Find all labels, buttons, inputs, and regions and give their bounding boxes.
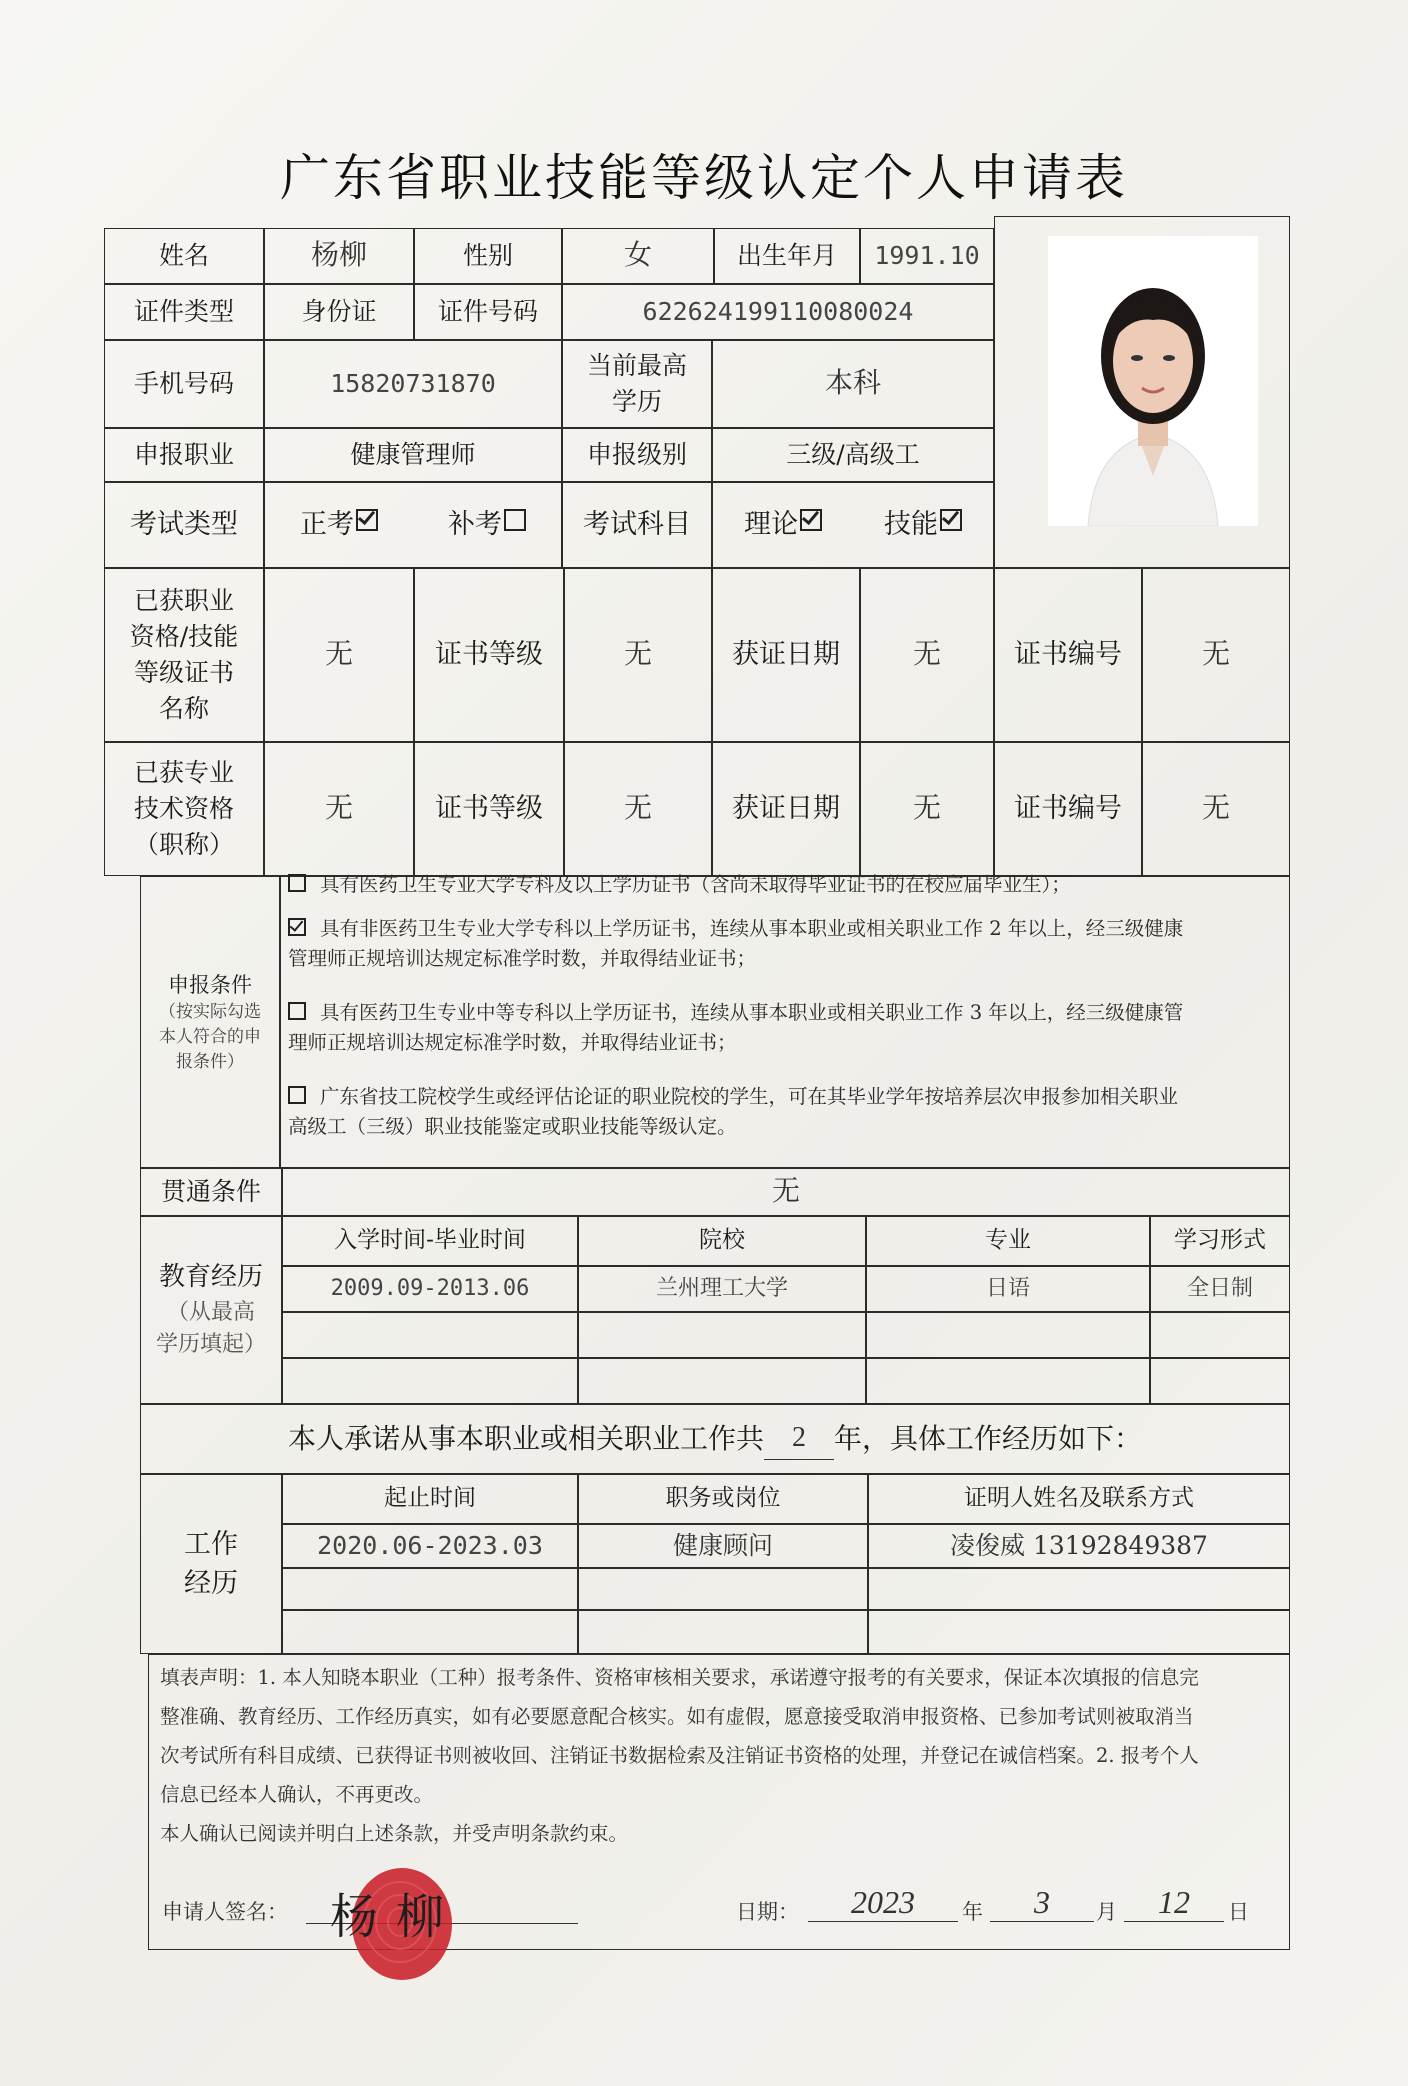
id-number-value: 622624199110080024 xyxy=(562,284,994,340)
conditions-note-line1: （按实际勾选 xyxy=(159,1002,261,1023)
declaration-line1: 填表声明：1. 本人知晓本职业（工种）报考条件、资格审核相关要求，承诺遵守报考的有关要求，保证本次填报的信息完 xyxy=(160,1666,1199,1689)
conditions-label: 申报条件 xyxy=(168,972,252,997)
exam-makeup-option[interactable] xyxy=(448,505,526,544)
subject-theory-checkbox[interactable] xyxy=(800,509,822,531)
date-month-unit: 月 xyxy=(1096,1900,1117,1924)
vocational-cert-number-label: 证书编号 xyxy=(994,568,1142,742)
condition-3-checkbox[interactable] xyxy=(288,1002,306,1020)
edu-header-major: 专业 xyxy=(866,1216,1150,1266)
subject-skill-option[interactable] xyxy=(884,505,962,544)
work-row1-reference: 凌俊威 13192849387 xyxy=(868,1524,1290,1568)
subject-theory-label: 理论 xyxy=(744,509,798,541)
exam-regular-option[interactable] xyxy=(300,505,378,544)
vocational-cert-label-line1: 已获职业 xyxy=(133,585,234,615)
tech-cert-number-value: 无 xyxy=(1142,742,1290,876)
tech-cert-label-line3: （职称） xyxy=(133,830,234,860)
edu-row2-major xyxy=(866,1312,1150,1358)
education-level-label-line2: 学历 xyxy=(611,387,662,416)
education-history-title: 教育经历 xyxy=(158,1262,263,1293)
portrait-image xyxy=(1048,236,1258,526)
vocational-cert-date-value: 无 xyxy=(860,568,994,742)
id-number-label: 证件号码 xyxy=(414,284,562,340)
tech-cert-date-value: 无 xyxy=(860,742,994,876)
tech-cert-label-line1: 已获专业 xyxy=(133,757,234,787)
condition-3-line2: 理师正规培训达规定标准学时数，并取得结业证书； xyxy=(288,1031,737,1055)
name-value: 杨柳 xyxy=(264,228,414,284)
applicant-signature: 杨柳 xyxy=(330,1889,463,1945)
level-value: 三级/高级工 xyxy=(712,428,994,482)
condition-4-checkbox[interactable] xyxy=(288,1086,306,1104)
subject-theory-option[interactable] xyxy=(744,505,822,544)
declaration-line4: 信息已经本人确认，不再更改。 xyxy=(160,1783,434,1806)
edu-header-mode: 学习形式 xyxy=(1150,1216,1290,1266)
edu-row3-period xyxy=(282,1358,578,1404)
condition-3-line1: 具有医药卫生专业中等专科以上学历证书，连续从事本职业或相关职业工作 3 年以上，经三级健康管 xyxy=(320,1001,1184,1024)
condition-item-3[interactable] xyxy=(288,998,1278,1058)
education-history-note-line2: 学历填起） xyxy=(155,1331,266,1357)
gender-value: 女 xyxy=(562,228,714,284)
exam-type-label: 考试类型 xyxy=(104,482,264,568)
edu-row3-school xyxy=(578,1358,866,1404)
date-year[interactable]: 2023 xyxy=(808,1884,958,1922)
education-level-label-line1: 当前最高 xyxy=(586,350,687,380)
through-value: 无 xyxy=(282,1168,1290,1216)
date-month[interactable]: 3 xyxy=(990,1884,1094,1922)
work-history-label xyxy=(140,1474,282,1654)
occupation-label: 申报职业 xyxy=(104,428,264,482)
vocational-cert-date-label: 获证日期 xyxy=(712,568,860,742)
work-history-label-line1: 工作 xyxy=(184,1528,238,1560)
declaration-text xyxy=(160,1658,1280,1853)
gender-label: 性别 xyxy=(414,228,562,284)
exam-type-options xyxy=(264,482,562,568)
id-type-label: 证件类型 xyxy=(104,284,264,340)
subject-skill-label: 技能 xyxy=(884,509,938,541)
conditions-label-cell xyxy=(140,876,280,1168)
form-title: 广东省职业技能等级认定个人申请表 xyxy=(280,149,1128,207)
vocational-cert-label-line4: 名称 xyxy=(158,694,209,724)
applicant-photo xyxy=(1048,236,1258,526)
conditions-note-line3: 报条件） xyxy=(176,1051,244,1072)
condition-item-1[interactable] xyxy=(288,870,1278,900)
work-row1-period: 2020.06-2023.03 xyxy=(282,1524,578,1568)
condition-item-2[interactable] xyxy=(288,914,1278,974)
edu-row1-school: 兰州理工大学 xyxy=(578,1266,866,1312)
commitment-text-before: 本人承诺从事本职业或相关职业工作共 xyxy=(287,1421,764,1455)
tech-cert-level-value: 无 xyxy=(564,742,712,876)
edu-row2-mode xyxy=(1150,1312,1290,1358)
edu-row3-mode xyxy=(1150,1358,1290,1404)
phone-label: 手机号码 xyxy=(104,340,264,428)
education-history-note-line1: （从最高 xyxy=(166,1299,255,1325)
education-level-label xyxy=(562,340,712,428)
edu-row1-period: 2009.09-2013.06 xyxy=(282,1266,578,1312)
date-year-unit: 年 xyxy=(962,1900,983,1924)
exam-regular-label: 正考 xyxy=(300,509,354,541)
tech-cert-label xyxy=(104,742,264,876)
tech-cert-date-label: 获证日期 xyxy=(712,742,860,876)
exam-regular-checkbox[interactable] xyxy=(356,509,378,531)
work-row2-reference xyxy=(868,1568,1290,1610)
birth-label: 出生年月 xyxy=(714,228,860,284)
tech-cert-label-line2: 技术资格 xyxy=(133,793,234,823)
vocational-cert-name-value: 无 xyxy=(264,568,414,742)
condition-1-checkbox[interactable] xyxy=(288,874,306,892)
occupation-value: 健康管理师 xyxy=(264,428,562,482)
condition-4-line1: 广东省技工院校学生或经评估论证的职业院校的学生，可在其毕业学年按培养层次申报参加相关职业 xyxy=(320,1085,1179,1108)
exam-makeup-checkbox[interactable] xyxy=(504,509,526,531)
vocational-cert-label xyxy=(104,568,264,742)
work-row3-reference xyxy=(868,1610,1290,1654)
work-row2-period xyxy=(282,1568,578,1610)
edu-row1-mode: 全日制 xyxy=(1150,1266,1290,1312)
edu-header-school: 院校 xyxy=(578,1216,866,1266)
exam-subject-label: 考试科目 xyxy=(562,482,712,568)
name-label: 姓名 xyxy=(104,228,264,284)
condition-item-4[interactable] xyxy=(288,1082,1278,1142)
work-row1-position: 健康顾问 xyxy=(578,1524,868,1568)
edu-row2-period xyxy=(282,1312,578,1358)
id-type-value: 身份证 xyxy=(264,284,414,340)
vocational-cert-level-label: 证书等级 xyxy=(414,568,564,742)
declaration-line3: 次考试所有科目成绩、已获得证书则被收回、注销证书数据检索及注销证书资格的处理，并登记在诚信档案。2. 报考个人 xyxy=(160,1744,1199,1767)
commitment-years: 2 xyxy=(764,1418,834,1460)
education-history-label xyxy=(140,1216,282,1404)
tech-cert-level-label: 证书等级 xyxy=(414,742,564,876)
work-header-reference: 证明人姓名及联系方式 xyxy=(868,1474,1290,1524)
declaration-line5: 本人确认已阅读并明白上述条款，并受声明条款约束。 xyxy=(160,1822,629,1845)
condition-2-line2: 管理师正规培训达规定标准学时数，并取得结业证书； xyxy=(288,947,757,971)
condition-2-line1: 具有非医药卫生专业大学专科以上学历证书，连续从事本职业或相关职业工作 2 年以上，经三级健康 xyxy=(320,917,1184,940)
condition-4-line2: 高级工（三级）职业技能鉴定或职业技能等级认定。 xyxy=(288,1115,737,1139)
work-row2-position xyxy=(578,1568,868,1610)
through-label: 贯通条件 xyxy=(140,1168,282,1216)
work-row3-position xyxy=(578,1610,868,1654)
date-day[interactable]: 12 xyxy=(1124,1884,1224,1922)
conditions-note-line2: 本人符合的申 xyxy=(159,1026,261,1047)
work-history-label-line2: 经历 xyxy=(184,1568,238,1599)
phone-value: 15820731870 xyxy=(264,340,562,428)
commitment-text-after: 年，具体工作经历如下： xyxy=(834,1421,1143,1455)
edu-header-period: 入学时间-毕业时间 xyxy=(282,1216,578,1266)
vocational-cert-level-value: 无 xyxy=(564,568,712,742)
declaration-line2: 整准确、教育经历、工作经历真实，如有必要愿意配合核实。如有虚假，愿意接受取消申报资格、已参加考试则被取消当 xyxy=(160,1705,1194,1728)
condition-1-line1: 具有医药卫生专业大学专科及以上学历证书（含尚未取得毕业证书的在校应届毕业生）； xyxy=(320,873,1071,896)
exam-subject-options xyxy=(712,482,994,568)
tech-cert-number-label: 证书编号 xyxy=(994,742,1142,876)
work-header-period: 起止时间 xyxy=(282,1474,578,1524)
commitment-statement xyxy=(140,1404,1290,1474)
edu-row3-major xyxy=(866,1358,1150,1404)
education-level-value: 本科 xyxy=(712,340,994,428)
birth-value: 1991.10 xyxy=(860,228,994,284)
subject-skill-checkbox[interactable] xyxy=(940,509,962,531)
level-label: 申报级别 xyxy=(562,428,712,482)
vocational-cert-label-line3: 等级证书 xyxy=(133,658,234,687)
exam-makeup-label: 补考 xyxy=(448,509,502,541)
date-day-unit: 日 xyxy=(1228,1900,1249,1924)
edu-row1-major: 日语 xyxy=(866,1266,1150,1312)
date-label: 日期： xyxy=(736,1900,799,1924)
tech-cert-name-value: 无 xyxy=(264,742,414,876)
edu-row2-school xyxy=(578,1312,866,1358)
work-header-position: 职务或岗位 xyxy=(578,1474,868,1524)
vocational-cert-number-value: 无 xyxy=(1142,568,1290,742)
signature-label: 申请人签名： xyxy=(162,1900,288,1924)
work-row3-period xyxy=(282,1610,578,1654)
vocational-cert-label-line2: 资格/技能 xyxy=(129,621,239,651)
condition-2-checkbox[interactable] xyxy=(288,918,306,936)
